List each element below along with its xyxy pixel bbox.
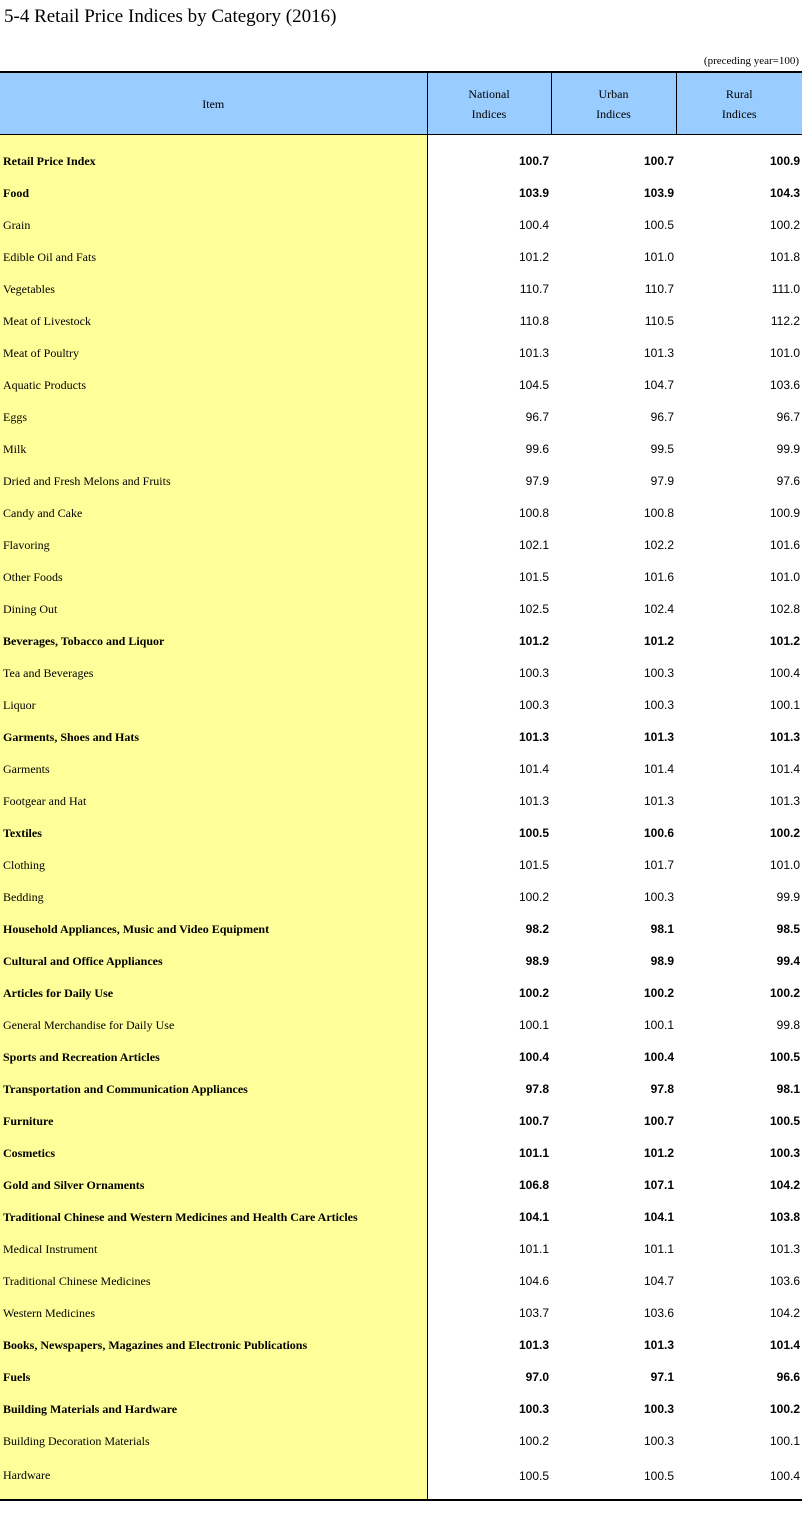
table-row xyxy=(0,561,802,593)
row-national-value: 102.1 xyxy=(518,538,549,552)
row-national-value: 100.3 xyxy=(518,666,549,680)
row-national-value: 101.5 xyxy=(518,570,549,584)
row-national-value: 100.7 xyxy=(518,1114,549,1128)
row-item-label: Vegetables xyxy=(0,273,427,305)
row-urban-value: 98.9 xyxy=(650,954,674,968)
row-national-value: 104.5 xyxy=(518,378,549,392)
table-row xyxy=(0,721,802,753)
row-urban-value: 97.1 xyxy=(650,1370,674,1384)
row-rural-value: 103.8 xyxy=(769,1210,800,1224)
table-row xyxy=(0,1425,802,1457)
row-urban-value: 104.1 xyxy=(643,1210,674,1224)
table-row xyxy=(0,1297,802,1329)
row-item-label: Hardware xyxy=(0,1457,427,1500)
row-national-value: 101.2 xyxy=(518,634,549,648)
row-rural-value: 104.2 xyxy=(769,1178,800,1192)
row-national-value: 104.6 xyxy=(518,1274,549,1288)
row-national-value: 110.7 xyxy=(519,282,549,296)
table-body xyxy=(0,135,802,1501)
row-urban-value: 110.5 xyxy=(644,314,674,328)
row-urban-value: 100.3 xyxy=(643,1402,674,1416)
row-item-label: Flavoring xyxy=(0,529,427,561)
row-urban-value: 98.1 xyxy=(650,922,674,936)
row-rural-value: 100.5 xyxy=(769,1050,800,1064)
row-rural-value: 101.4 xyxy=(769,762,800,776)
row-rural-value: 101.2 xyxy=(769,634,800,648)
row-rural-value: 103.6 xyxy=(769,1274,800,1288)
table-row xyxy=(0,1041,802,1073)
header-rural-line1: Rural xyxy=(725,86,753,101)
row-urban-value: 101.7 xyxy=(643,858,674,872)
row-rural-value: 101.3 xyxy=(769,1242,800,1256)
table-row xyxy=(0,817,802,849)
table-row xyxy=(0,135,802,178)
table-row xyxy=(0,465,802,497)
row-national-value: 106.8 xyxy=(518,1178,549,1192)
row-item-label: Textiles xyxy=(0,817,427,849)
row-urban-value: 100.8 xyxy=(643,506,674,520)
row-rural-value: 97.6 xyxy=(776,474,800,488)
row-item-label: Retail Price Index xyxy=(0,135,427,178)
table-row xyxy=(0,881,802,913)
row-rural-value: 112.2 xyxy=(770,314,800,328)
row-rural-value: 100.1 xyxy=(769,698,800,712)
row-item-label: Books, Newspapers, Magazines and Electronic Publications xyxy=(0,1329,427,1361)
table-row xyxy=(0,657,802,689)
row-item-label: Footgear and Hat xyxy=(0,785,427,817)
row-urban-value: 100.1 xyxy=(643,1018,674,1032)
row-national-value: 101.4 xyxy=(518,762,549,776)
row-rural-value: 101.6 xyxy=(769,538,800,552)
row-item-label: Clothing xyxy=(0,849,427,881)
row-national-value: 97.0 xyxy=(525,1370,549,1384)
row-national-value: 96.7 xyxy=(525,410,549,424)
table-row xyxy=(0,689,802,721)
table-row xyxy=(0,177,802,209)
table-row xyxy=(0,913,802,945)
row-item-label: Other Foods xyxy=(0,561,427,593)
row-urban-value: 100.3 xyxy=(643,698,674,712)
table-row xyxy=(0,305,802,337)
row-item-label: Dining Out xyxy=(0,593,427,625)
row-item-label: Building Materials and Hardware xyxy=(0,1393,427,1425)
table-row xyxy=(0,369,802,401)
row-national-value: 101.2 xyxy=(518,250,549,264)
table-row xyxy=(0,849,802,881)
row-rural-value: 102.8 xyxy=(769,602,800,616)
row-national-value: 101.3 xyxy=(518,346,549,360)
header-rural xyxy=(676,72,802,135)
table-row xyxy=(0,1361,802,1393)
row-urban-value: 104.7 xyxy=(643,1274,674,1288)
row-rural-value: 104.2 xyxy=(769,1306,800,1320)
row-rural-value: 101.0 xyxy=(769,858,800,872)
row-national-value: 98.9 xyxy=(525,954,549,968)
row-national-value: 100.5 xyxy=(518,826,549,840)
row-urban-value: 101.1 xyxy=(643,1242,674,1256)
row-item-label: Medical Instrument xyxy=(0,1233,427,1265)
row-urban-value: 100.5 xyxy=(551,1457,676,1500)
table-row xyxy=(0,977,802,1009)
row-rural-value: 101.0 xyxy=(769,346,800,360)
row-item-label: Milk xyxy=(0,433,427,465)
row-urban-value: 96.7 xyxy=(650,410,674,424)
row-rural-value: 100.2 xyxy=(769,1402,800,1416)
row-urban-value: 100.3 xyxy=(643,890,674,904)
table-row xyxy=(0,1137,802,1169)
row-national-value: 99.6 xyxy=(525,442,549,456)
row-rural-value: 104.3 xyxy=(769,186,800,200)
row-national-value: 100.2 xyxy=(518,1434,549,1448)
table-row xyxy=(0,785,802,817)
row-urban-value: 100.7 xyxy=(643,154,674,168)
row-national-value: 101.1 xyxy=(518,1146,549,1160)
row-item-label: Grain xyxy=(0,209,427,241)
header-national xyxy=(427,72,551,135)
row-item-label: Meat of Poultry xyxy=(0,337,427,369)
row-urban-value: 100.4 xyxy=(643,1050,674,1064)
row-national-value: 103.7 xyxy=(518,1306,549,1320)
table-row xyxy=(0,1073,802,1105)
row-item-label: Sports and Recreation Articles xyxy=(0,1041,427,1073)
row-rural-value: 96.6 xyxy=(776,1370,800,1384)
row-item-label: Liquor xyxy=(0,689,427,721)
row-urban-value: 102.4 xyxy=(643,602,674,616)
row-rural-value: 99.9 xyxy=(776,890,800,904)
row-urban-value: 101.2 xyxy=(643,634,674,648)
row-urban-value: 103.6 xyxy=(643,1306,674,1320)
row-national-value: 100.7 xyxy=(518,154,549,168)
table-row xyxy=(0,593,802,625)
row-national-value: 100.8 xyxy=(518,506,549,520)
header-urban-line1: Urban xyxy=(598,86,629,101)
row-rural-value: 100.2 xyxy=(769,986,800,1000)
row-item-label: Eggs xyxy=(0,401,427,433)
row-rural-value: 100.2 xyxy=(769,218,800,232)
table-row xyxy=(0,401,802,433)
row-rural-value: 100.2 xyxy=(769,826,800,840)
row-item-label: Edible Oil and Fats xyxy=(0,241,427,273)
row-urban-value: 100.5 xyxy=(643,218,674,232)
row-national-value: 100.2 xyxy=(518,986,549,1000)
row-rural-value: 103.6 xyxy=(769,378,800,392)
row-item-label: Gold and Silver Ornaments xyxy=(0,1169,427,1201)
row-urban-value: 97.9 xyxy=(650,474,674,488)
row-item-label: Furniture xyxy=(0,1105,427,1137)
table-row xyxy=(0,1329,802,1361)
row-rural-value: 100.5 xyxy=(769,1114,800,1128)
row-national-value: 101.1 xyxy=(518,1242,549,1256)
row-urban-value: 107.1 xyxy=(643,1178,674,1192)
row-rural-value: 100.4 xyxy=(769,666,800,680)
table-row xyxy=(0,433,802,465)
row-national-value: 97.9 xyxy=(525,474,549,488)
row-urban-value: 100.6 xyxy=(643,826,674,840)
table-row xyxy=(0,273,802,305)
row-item-label: Building Decoration Materials xyxy=(0,1425,427,1457)
table-row xyxy=(0,625,802,657)
row-urban-value: 101.3 xyxy=(643,1338,674,1352)
row-urban-value: 100.3 xyxy=(643,1434,674,1448)
row-item-label: Beverages, Tobacco and Liquor xyxy=(0,625,427,657)
row-urban-value: 101.3 xyxy=(643,794,674,808)
row-item-label: Fuels xyxy=(0,1361,427,1393)
row-rural-value: 100.3 xyxy=(769,1146,800,1160)
row-urban-value: 103.9 xyxy=(643,186,674,200)
header-rural-line2: Indices xyxy=(721,106,757,121)
table-row xyxy=(0,1393,802,1425)
table-row xyxy=(0,945,802,977)
row-national-value: 98.2 xyxy=(525,922,549,936)
row-item-label: Garments xyxy=(0,753,427,785)
row-rural-value: 101.4 xyxy=(769,1338,800,1352)
table-row xyxy=(0,1457,802,1500)
row-rural-value: 99.8 xyxy=(776,1018,800,1032)
row-rural-value: 98.5 xyxy=(776,922,800,936)
row-urban-value: 100.7 xyxy=(643,1114,674,1128)
row-rural-value: 101.3 xyxy=(769,794,800,808)
row-national-value: 101.3 xyxy=(518,1338,549,1352)
page-title: 5-4 Retail Price Indices by Category (2016) xyxy=(4,6,337,27)
row-item-label: Western Medicines xyxy=(0,1297,427,1329)
unit-note: (preceding year=100) xyxy=(703,55,799,67)
row-item-label: Articles for Daily Use xyxy=(0,977,427,1009)
header-row xyxy=(0,72,802,135)
header-item: Item xyxy=(0,72,427,135)
row-national-value: 100.3 xyxy=(518,698,549,712)
table-row xyxy=(0,209,802,241)
row-urban-value: 101.3 xyxy=(643,346,674,360)
table-row xyxy=(0,1265,802,1297)
row-national-value: 97.8 xyxy=(525,1082,549,1096)
row-national-value: 100.2 xyxy=(518,890,549,904)
table-row xyxy=(0,241,802,273)
row-urban-value: 110.7 xyxy=(644,282,674,296)
row-urban-value: 100.3 xyxy=(643,666,674,680)
row-national-value: 104.1 xyxy=(518,1210,549,1224)
row-item-label: Food xyxy=(0,177,427,209)
row-item-label: Tea and Beverages xyxy=(0,657,427,689)
row-item-label: Bedding xyxy=(0,881,427,913)
row-item-label: Cosmetics xyxy=(0,1137,427,1169)
row-item-label: Traditional Chinese and Western Medicines and Health Care Articles xyxy=(0,1201,427,1233)
header-national-line2: Indices xyxy=(471,106,507,121)
row-urban-value: 101.2 xyxy=(643,1146,674,1160)
row-national-value: 101.3 xyxy=(518,794,549,808)
table-row xyxy=(0,1105,802,1137)
row-rural-value: 98.1 xyxy=(776,1082,800,1096)
table-row xyxy=(0,529,802,561)
row-national-value: 100.5 xyxy=(427,1457,551,1500)
header-national-line1: National xyxy=(468,86,510,101)
row-national-value: 100.3 xyxy=(518,1402,549,1416)
row-item-label: General Merchandise for Daily Use xyxy=(0,1009,427,1041)
row-item-label: Aquatic Products xyxy=(0,369,427,401)
row-urban-value: 101.4 xyxy=(643,762,674,776)
row-rural-value: 100.9 xyxy=(769,154,800,168)
row-rural-value: 101.8 xyxy=(769,250,800,264)
row-item-label: Candy and Cake xyxy=(0,497,427,529)
row-national-value: 110.8 xyxy=(519,314,549,328)
table-row xyxy=(0,1233,802,1265)
row-urban-value: 101.3 xyxy=(643,730,674,744)
row-rural-value: 111.0 xyxy=(771,282,800,296)
row-urban-value: 100.2 xyxy=(643,986,674,1000)
row-item-label: Dried and Fresh Melons and Fruits xyxy=(0,465,427,497)
header-urban xyxy=(551,72,676,135)
row-rural-value: 101.3 xyxy=(769,730,800,744)
table-row xyxy=(0,1201,802,1233)
table-row xyxy=(0,497,802,529)
table-row xyxy=(0,1169,802,1201)
row-national-value: 100.4 xyxy=(518,218,549,232)
row-rural-value: 101.0 xyxy=(769,570,800,584)
row-urban-value: 99.5 xyxy=(650,442,674,456)
row-rural-value: 99.9 xyxy=(776,442,800,456)
row-national-value: 101.3 xyxy=(518,730,549,744)
table-row xyxy=(0,337,802,369)
row-national-value: 100.1 xyxy=(518,1018,549,1032)
row-urban-value: 97.8 xyxy=(650,1082,674,1096)
row-urban-value: 101.0 xyxy=(643,250,674,264)
row-rural-value: 96.7 xyxy=(776,410,800,424)
row-item-label: Household Appliances, Music and Video Equipment xyxy=(0,913,427,945)
table-row xyxy=(0,1009,802,1041)
row-national-value: 100.4 xyxy=(518,1050,549,1064)
row-national-value: 102.5 xyxy=(518,602,549,616)
row-rural-value: 100.4 xyxy=(676,1457,802,1500)
header-urban-line2: Indices xyxy=(596,106,631,121)
row-item-label: Transportation and Communication Appliances xyxy=(0,1073,427,1105)
row-urban-value: 101.6 xyxy=(643,570,674,584)
row-national-value: 103.9 xyxy=(518,186,549,200)
row-rural-value: 100.9 xyxy=(769,506,800,520)
row-rural-value: 100.1 xyxy=(769,1434,800,1448)
price-index-table xyxy=(0,71,802,1501)
row-national-value: 101.5 xyxy=(518,858,549,872)
row-item-label: Garments, Shoes and Hats xyxy=(0,721,427,753)
row-item-label: Traditional Chinese Medicines xyxy=(0,1265,427,1297)
row-item-label: Meat of Livestock xyxy=(0,305,427,337)
table-row xyxy=(0,753,802,785)
row-urban-value: 104.7 xyxy=(643,378,674,392)
row-urban-value: 102.2 xyxy=(643,538,674,552)
row-rural-value: 99.4 xyxy=(776,954,800,968)
row-item-label: Cultural and Office Appliances xyxy=(0,945,427,977)
